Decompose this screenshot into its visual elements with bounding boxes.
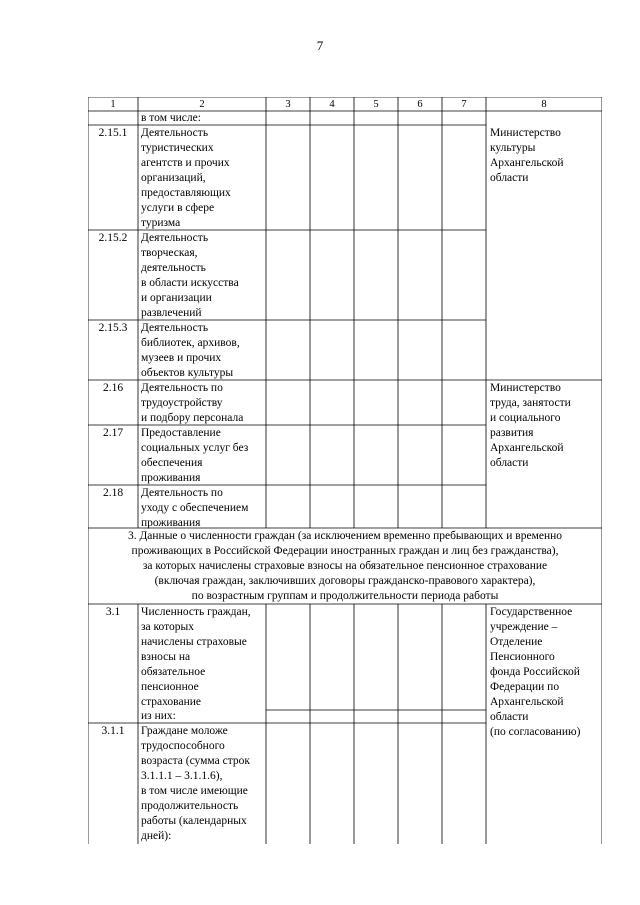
header-col-3: 3 bbox=[285, 99, 291, 110]
row-name: Деятельность творческая, деятельность в области искусства и организации развлечений bbox=[141, 232, 239, 319]
row-number: 2.15.3 bbox=[98, 322, 128, 334]
header-col-2: 2 bbox=[199, 99, 205, 110]
page-number: 7 bbox=[316, 38, 324, 53]
row-name: Деятельность библиотек, архивов, музеев и прочих объектов культуры bbox=[141, 322, 240, 379]
header-col-5: 5 bbox=[373, 99, 379, 110]
of-them-label: из них: bbox=[141, 710, 176, 722]
row-name: Деятельность по трудоустройству и подбору персонала bbox=[141, 382, 244, 424]
responsible-culture: Министерство культуры Архангельской области bbox=[490, 127, 564, 184]
row-name: Граждане моложе трудоспособного возраста (сумма строк 3.1.1.1 – 3.1.1.6), в том числе имеющие продолжительность работы (календарных дней): bbox=[141, 725, 250, 842]
header-col-8: 8 bbox=[541, 99, 547, 110]
row-name: Деятельность по уходу с обеспечением проживания bbox=[141, 487, 249, 529]
responsible-labor: Министерство труда, занятости и социального развития Архангельской области bbox=[490, 382, 571, 469]
header-col-1: 1 bbox=[110, 99, 116, 110]
row-name: Численность граждан, за которых начислены страховые взносы на обязательное пенсионное страхование bbox=[141, 606, 251, 708]
header-col-6: 6 bbox=[417, 99, 423, 110]
in-that-number-label: в том числе: bbox=[141, 112, 201, 124]
row-name: Предоставление социальных услуг без обеспечения проживания bbox=[141, 427, 249, 484]
header-col-7: 7 bbox=[461, 99, 467, 110]
row-number: 3.1.1 bbox=[101, 725, 125, 737]
row-name: Деятельность туристических агентств и прочих организаций, предоставляющих услуги в сфере туризма bbox=[141, 127, 231, 229]
row-number: 2.16 bbox=[102, 382, 124, 394]
responsible-pension-fund: Государственное учреждение – Отделение Пенсионного фонда Российской Федерации по Архангельской области (по согласованию) bbox=[490, 606, 581, 738]
row-number: 2.15.1 bbox=[98, 127, 128, 139]
statistics-table bbox=[88, 97, 602, 844]
header-col-4: 4 bbox=[329, 99, 335, 110]
section-3-title: 3. Данные о численности граждан (за исключением временно пребывающих и временно проживающих в Российской Федерации иностранных граждан и лиц без гражданства), за которых начислены страховые взносы на обязательное пенсионное страхование (включая граждан, заключивших договоры гражданско-правового характера), по возрастным группам и продолжительности периода работы bbox=[127, 530, 563, 602]
row-number: 2.15.2 bbox=[98, 232, 128, 244]
row-number: 3.1 bbox=[105, 606, 121, 618]
row-number: 2.17 bbox=[102, 427, 124, 439]
row-number: 2.18 bbox=[102, 487, 124, 499]
